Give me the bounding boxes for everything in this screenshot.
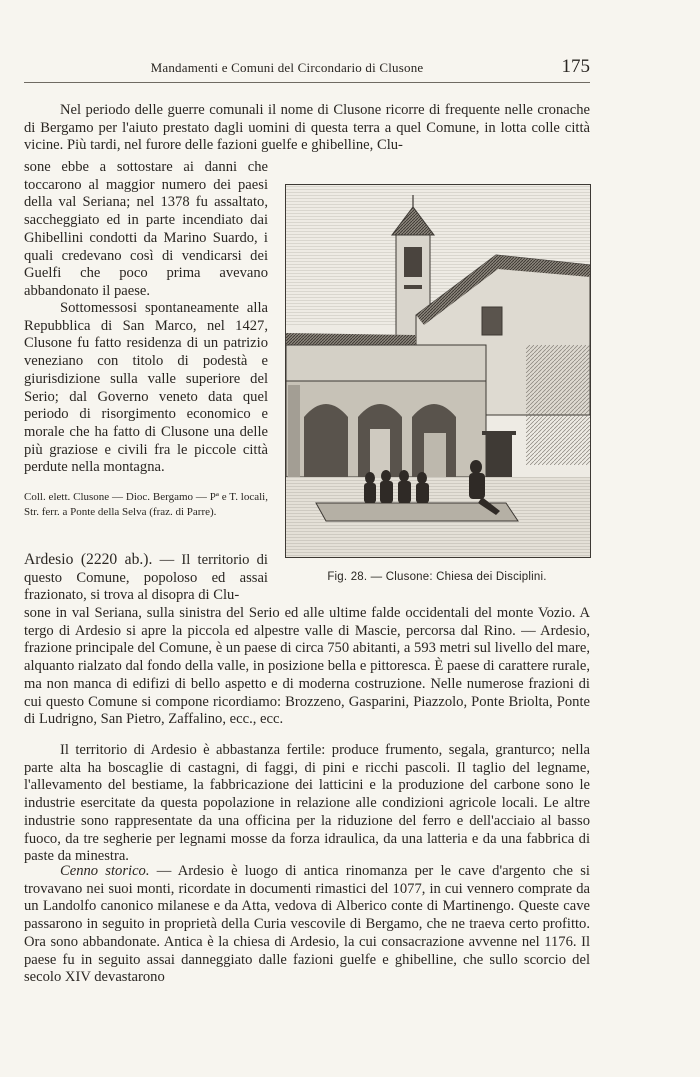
paragraph-text: Nel periodo delle guerre comunali il nome di Clusone ricorre di frequente nelle cronache di Bergamo per l'aiuto prestato dagli uomini di questa terra a quel Comune, in lotta colle città vicine. Più tardi, nel furore delle fazioni guelfe e ghibelline, Clu- [24,102,590,154]
page-number: 175 [561,56,590,77]
paragraph-clusone-history-continued: sone ebbe a sottostare ai danni che toccarono al maggior numero dei paesi della val Seriana; nel 1378 fu assaltato, saccheggiato ed in parte incendiato dai Ghibellini condotti da Marino Suardo, i quali credevano così di vendicarsi dei Guelfi che poco prima avevano abbandonato il paese. [24,159,268,299]
paragraph-ardesio-history [24,863,590,987]
paragraph-ardesio-economy [24,742,590,866]
electoral-note [24,490,268,519]
engraving-illustration [286,185,590,557]
paragraph-text: — Ardesio è luogo di antica rinomanza per le cave d'argento che si trovavano nei suoi monti, ricordate in documenti rimastici del 1077, in cui vennero comprate da un Landolfo canonico milanese e da Atta, vedova di Alberico conte di Martinengo. Queste cave passarono in seguito in proprietà della Curia vescovile di Bergamo, che ne traeva certo profitto. Ora sono abbandonate. Antica è la chiesa di Ardesio, la cui consacrazione avvenne nel 1176. Il paese fu in seguito assai danneggiato dalle fazioni guelfe e ghibelline, che sullo scorcio del secolo XIV devastarono [24,863,590,986]
paragraph-text: Il territorio di Ardesio è abbastanza fertile: produce frumento, segala, granturco; nella parte alta ha boscaglie di castagni, di faggi, di pini e ricchi pascoli. Il taglio del legname, l'allevamento del bestiame, la fabbricazione dei latticini e la produzione del carbone sono le industrie esercitate da questa popolazione in relazione alle condizioni agricole locali. Le altre industrie sono rappresentate da una officina per la riduzione del ferro e dell'acciaio al basso fuoco, da tre segherie per legnami mosse da forza idraulica, da una latteria e da una fabbrica di paste da minestra. [24,742,590,865]
section-title-cenno-storico: Cenno storico. [60,863,150,879]
page-header [24,56,590,83]
paragraph-text: Sottomessosi spontaneamente alla Repubblica di San Marco, nel 1427, Clusone fu fatto residenza di un patrizio veneziano con titolo di podestà e giurisdizione sulla valle superiore del Serio; dal Governo veneto data quel periodo di risorgimento economico e morale che ha fatto di Clusone una delle più graziose e civili fra le piccole città perdute nella montagna. [24,300,268,476]
electoral-note-text: Coll. elett. Clusone — Dioc. Bergamo — Pª e T. locali, Str. ferr. a Ponte della Selva (fraz. di Parre). [24,491,268,518]
paragraph-ardesio-description: sone in val Seriana, sulla sinistra del Serio ed alle ultime falde occidentali del monte Vozio. A tergo di Ardesio si apre la piccola ed alpestre valle di Mascie, percorsa dal Rino. — Ardesio, frazione principale del Comune, è un paese di circa 750 abitanti, a 593 metri sul livello del mare, alquanto rialzato dal fondo della valle, in posizione bella e pittoresca. È paese di carattere rurale, ma non manca di edifizi di bello aspetto e di moderna costruzione. Nelle numerose frazioni di cui questo Comune si compone ricordiamo: Brozzeno, Gasparini, Piazzolo, Ponte Briolta, Ponte di Ludrigno, San Pietro, Zaffalino, ecc., ecc. [24,605,590,728]
paragraph-ardesio-intro [24,551,268,605]
paragraph-clusone-history [24,102,590,155]
paragraph-text: — Il territorio di questo Comune, popoloso ed assai frazionato, si trova al disopra di Clu- [24,552,268,604]
entry-title-ardesio: Ardesio (2220 ab.). [24,551,153,568]
running-title: Mandamenti e Comuni del Circondario di Clusone [150,60,424,75]
figure-engraving-chiesa-disciplini [285,184,591,558]
paragraph-venetian-rule [24,300,268,477]
figure-caption: Fig. 28. — Clusone: Chiesa dei Disciplini. [327,571,547,583]
